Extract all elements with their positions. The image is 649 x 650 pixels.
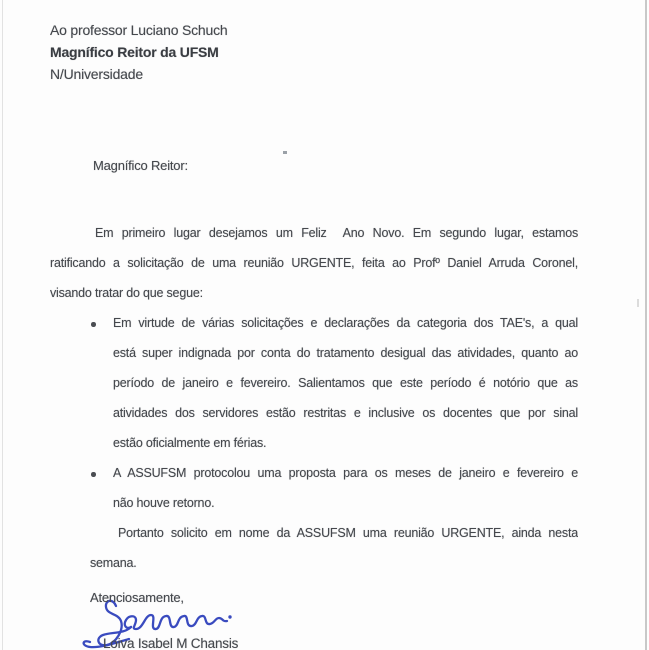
signature-scribble-stroke bbox=[125, 615, 227, 629]
scan-edge-right bbox=[645, 0, 647, 650]
body-line: semana. bbox=[90, 556, 137, 570]
signer-name: Loiva Isabel M Chansis bbox=[103, 636, 239, 650]
bullet-line: A ASSUFSM protocolou uma proposta para os meses de janeiro e fevereiro e bbox=[113, 466, 578, 480]
scan-edge-left bbox=[2, 0, 3, 650]
bullet-line: atividades dos servidores estão restritas e inclusive os docentes que por sinal bbox=[113, 406, 578, 420]
bullet-line: estão oficialmente em férias. bbox=[113, 436, 267, 450]
bullet-marker bbox=[91, 472, 96, 477]
body-line: Em primeiro lugar desejamos um Feliz Ano Novo. Em segundo lugar, estamos bbox=[95, 226, 578, 240]
salutation: Magnífico Reitor: bbox=[93, 158, 188, 173]
body-line: visando tratar do que segue: bbox=[50, 286, 203, 300]
recipient-line-via: N/Universidade bbox=[50, 66, 143, 82]
body-line: Portanto solicito em nome da ASSUFSM uma reunião URGENTE, ainda nesta bbox=[118, 526, 578, 540]
bullet-marker bbox=[91, 322, 96, 327]
recipient-line-title: Magnífico Reitor da UFSM bbox=[50, 44, 219, 60]
bullet-line: está super indignada por conta do tratamento desigual das atividades, quanto ao bbox=[113, 346, 578, 360]
signature-dot bbox=[228, 615, 231, 618]
scan-speck bbox=[283, 151, 287, 154]
scan-speck bbox=[637, 299, 639, 307]
bullet-line: Em virtude de várias solicitações e declarações da categoria dos TAE's, a qual bbox=[113, 316, 578, 330]
recipient-line-to: Ao professor Luciano Schuch bbox=[50, 22, 228, 38]
bullet-line: não houve retorno. bbox=[113, 496, 215, 510]
body-line: ratificando a solicitação de uma reunião URGENTE, feita ao Profº Daniel Arruda Coronel, bbox=[50, 256, 578, 270]
closing-line: Atenciosamente, bbox=[90, 590, 184, 605]
bullet-line: período de janeiro e fevereiro. Salientamos que este período é notório que as bbox=[113, 376, 578, 390]
